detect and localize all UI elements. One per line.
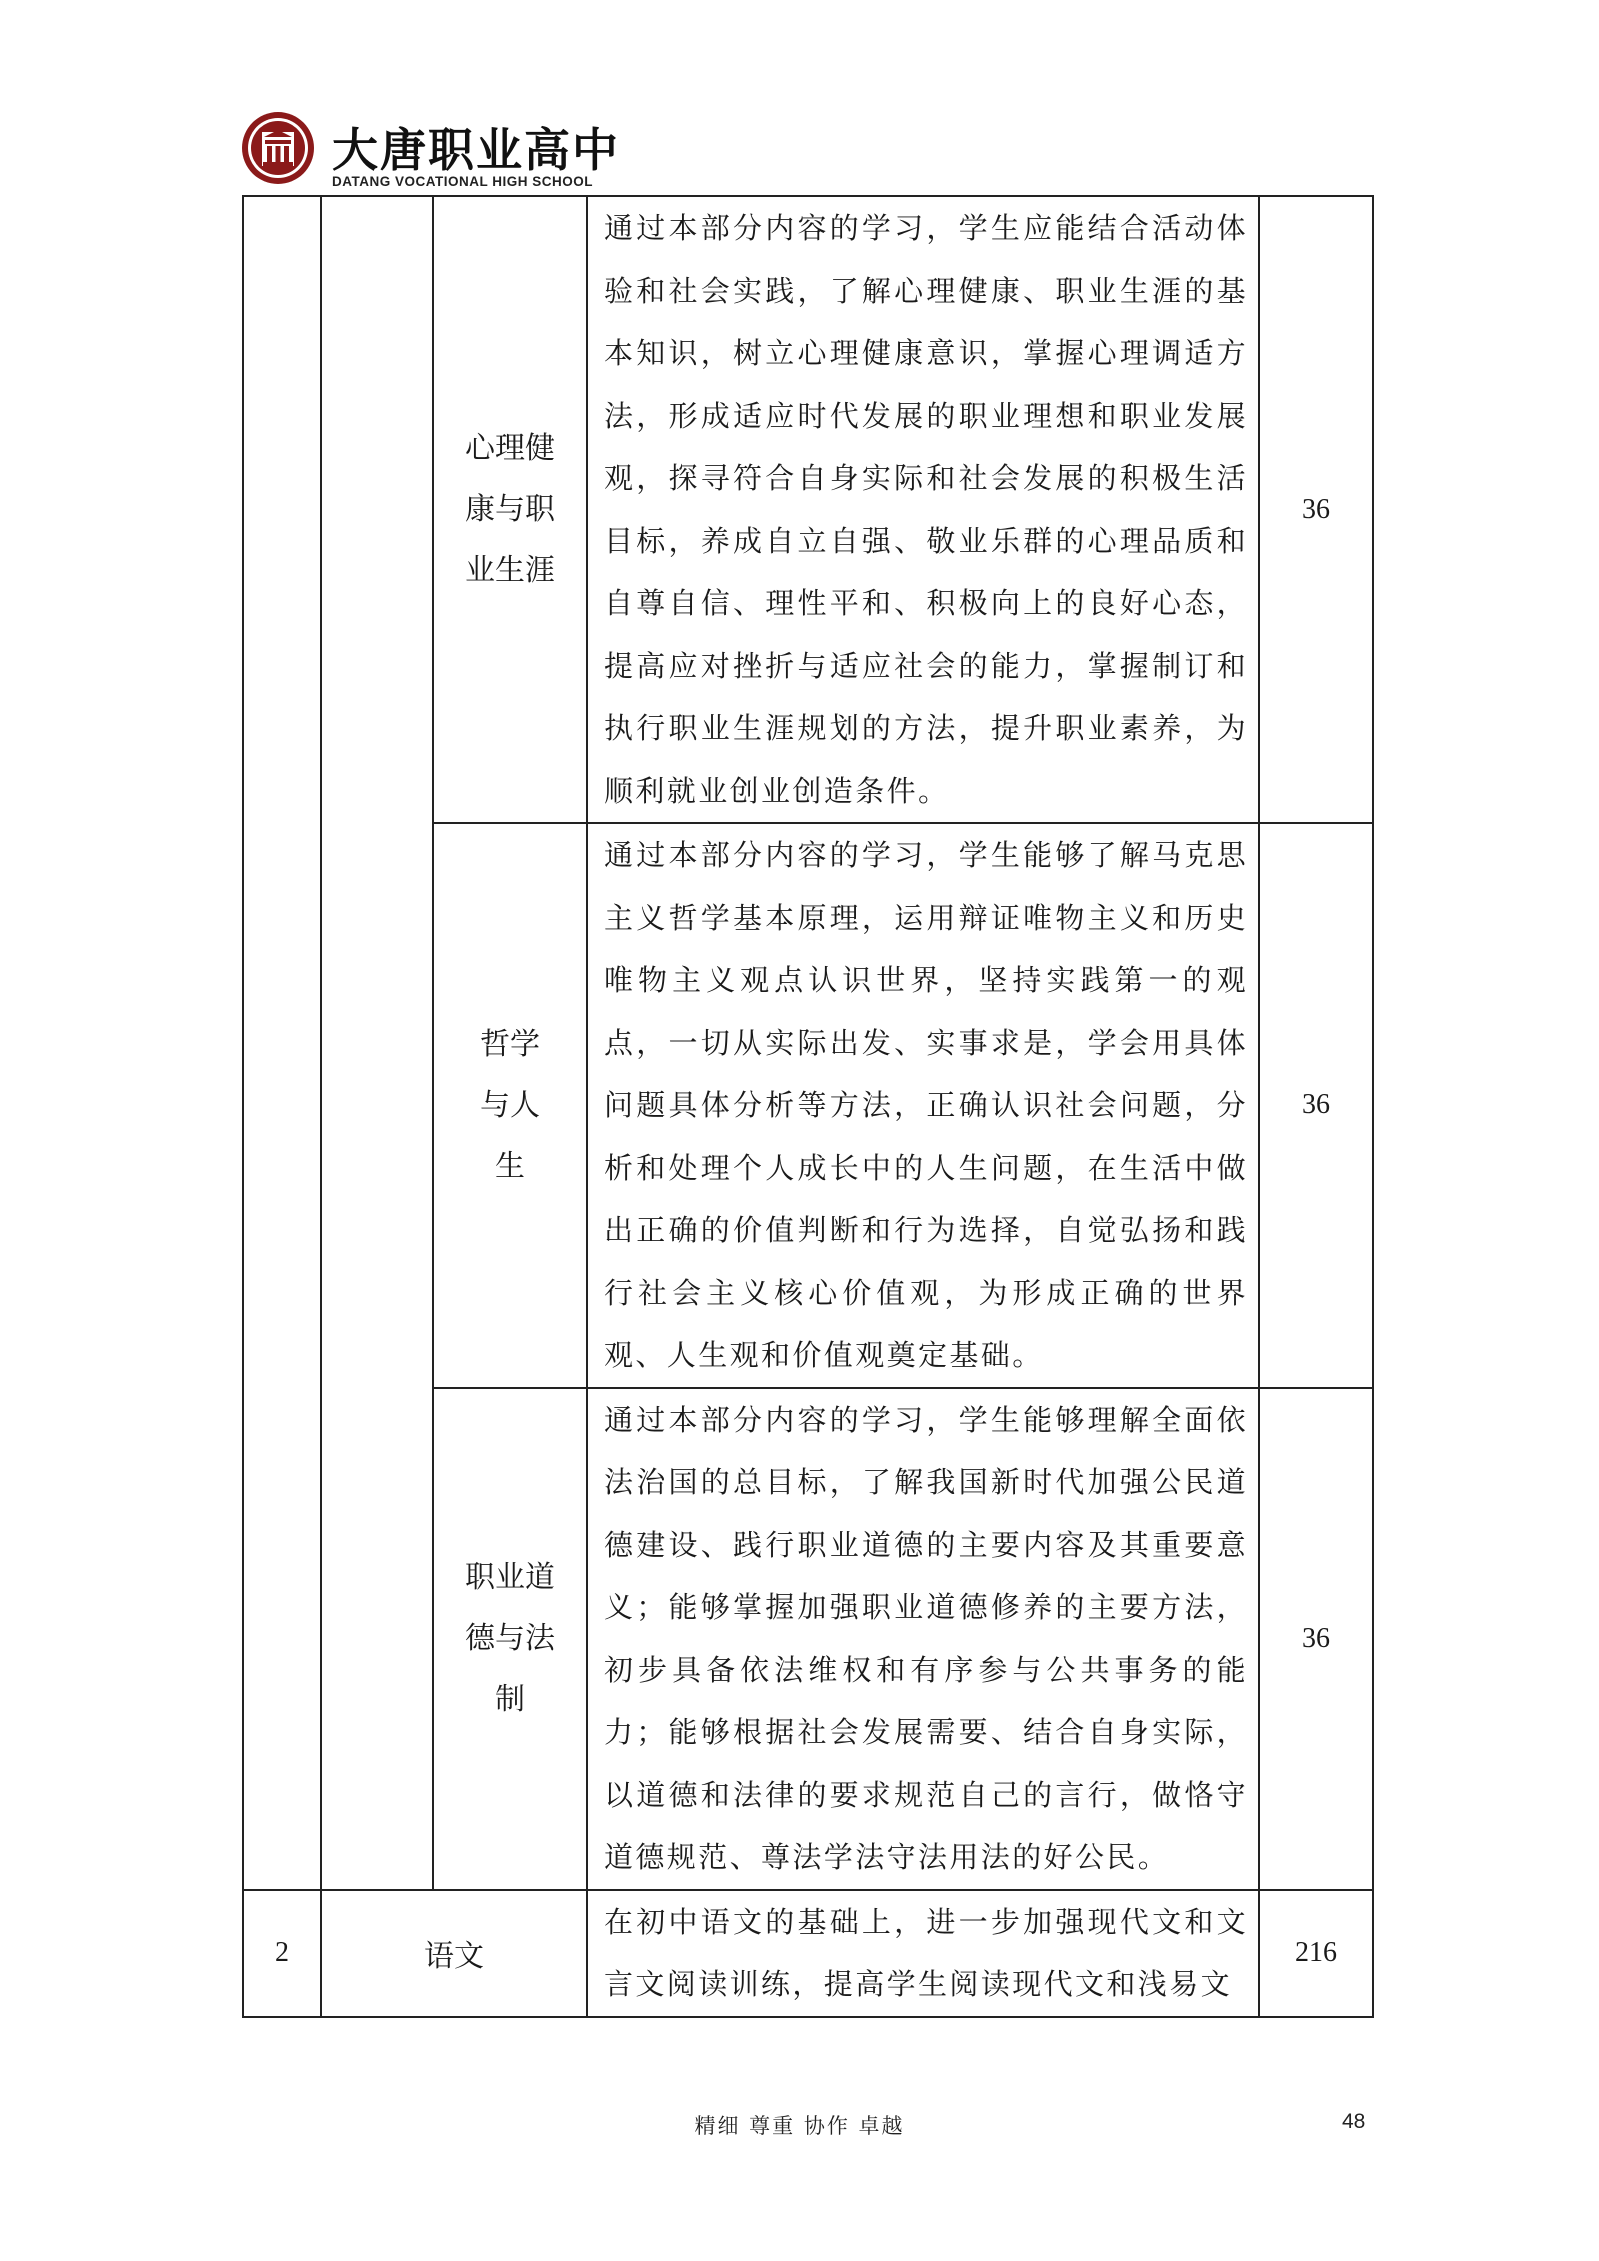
course-name-cell: 语文 — [321, 1890, 587, 2017]
page-number: 48 — [1342, 2110, 1366, 2133]
subject-hours-cell: 36 — [1259, 196, 1373, 823]
curriculum-table — [242, 195, 1374, 2018]
table-row — [243, 196, 1373, 823]
subject-description-cell: 通过本部分内容的学习，学生能够了解马克思主义哲学基本原理，运用辩证唯物主义和历史唯物主义观点认识世界，坚持实践第一的观点，一切从实际出发、实事求是，学会用具体问题具体分析等方法，正确认识社会问题，分析和处理个人成长中的人生问题，在生活中做出正确的价值判断和行为选择，自觉弘扬和践行社会主义核心价值观，为形成正确的世界观、人生观和价值观奠定基础。 — [587, 823, 1259, 1388]
subject-description-cell: 通过本部分内容的学习，学生能够理解全面依法治国的总目标，了解我国新时代加强公民道德建设、践行职业道德的主要内容及其重要意义；能够掌握加强职业道德修养的主要方法，初步具备依法维权和有序参与公共事务的能力；能够根据社会发展需要、结合自身实际，以道德和法律的要求规范自己的言行，做恪守道德规范、尊法学法守法用法的好公民。 — [587, 1388, 1259, 1890]
subject-description-cell: 通过本部分内容的学习，学生应能结合活动体验和社会实践，了解心理健康、职业生涯的基本知识，树立心理健康意识，掌握心理调适方法，形成适应时代发展的职业理想和职业发展观，探寻符合自身实际和社会发展的积极生活目标，养成自立自强、敬业乐群的心理品质和自尊自信、理性平和、积极向上的良好心态，提高应对挫折与适应社会的能力，掌握制订和执行职业生涯规划的方法，提升职业素养，为顺利就业创业创造条件。 — [587, 196, 1259, 823]
subject-name-cell: 哲学与人生 — [433, 823, 587, 1388]
course-description-cell: 在初中语文的基础上，进一步加强现代文和文言文阅读训练，提高学生阅读现代文和浅易文 — [587, 1890, 1259, 2017]
school-seal-icon — [240, 110, 316, 186]
footer-motto: 精细 尊重 协作 卓越 — [694, 2114, 905, 2138]
subject-hours-cell: 36 — [1259, 1388, 1373, 1890]
course-number-cell: 2 — [243, 1890, 321, 2017]
course-name-cell — [321, 196, 433, 1890]
school-name-english: DATANG VOCATIONAL HIGH SCHOOL — [332, 174, 593, 189]
subject-hours-cell: 36 — [1259, 823, 1373, 1388]
course-hours-cell: 216 — [1259, 1890, 1373, 2017]
course-number-cell — [243, 196, 321, 1890]
subject-name-cell: 职业道德与法制 — [433, 1388, 587, 1890]
table-row — [243, 1890, 1373, 2017]
subject-name-cell: 心理健康与职业生涯 — [433, 196, 587, 823]
school-name: 大唐职业高中 — [332, 123, 620, 177]
